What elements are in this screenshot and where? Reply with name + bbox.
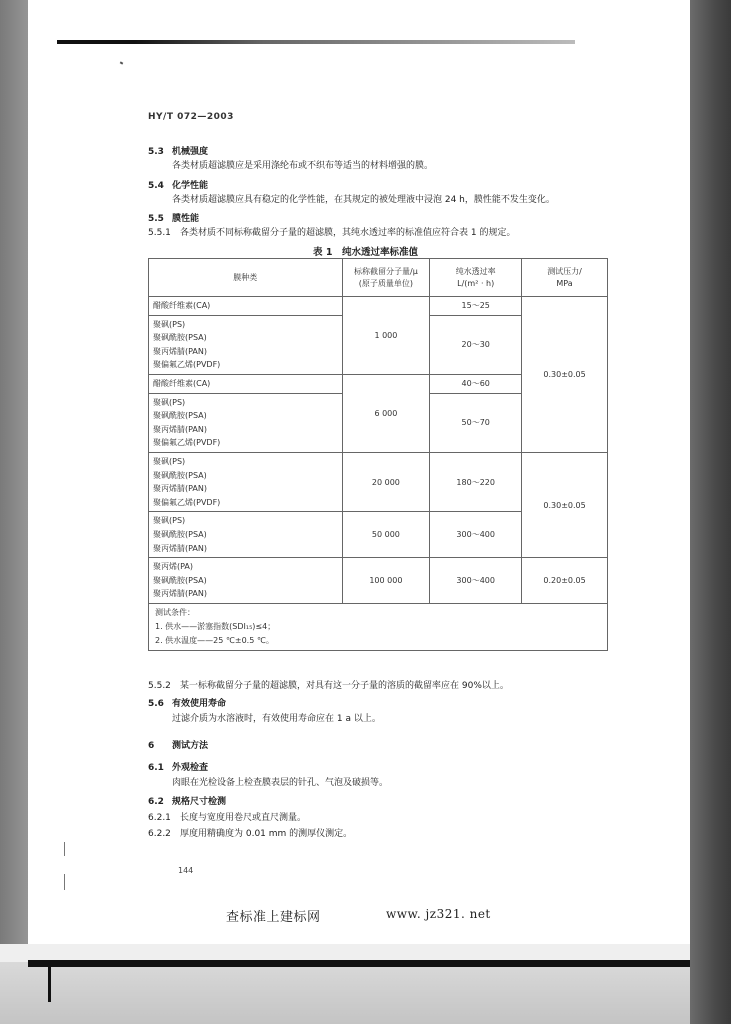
section-5-6-heading: 5.6 有效使用寿命 — [148, 699, 227, 709]
table-title: 表 1 纯水透过率标准值 — [313, 247, 418, 258]
flux-cell: 300～400 — [430, 558, 522, 604]
material-cell: 聚丙烯(PA) 聚砜酰胺(PSA) 聚丙烯腈(PAN) — [149, 558, 343, 604]
material-cell: 聚砜(PS) 聚砜酰胺(PSA) 聚丙烯腈(PAN) 聚偏氟乙烯(PVDF) — [149, 393, 343, 452]
flux-cell: 40～60 — [430, 374, 522, 393]
mwco-cell: 6 000 — [342, 374, 430, 452]
page-number: 144 — [178, 866, 194, 875]
material-cell: 聚砜(PS) 聚砜酰胺(PSA) 聚丙烯腈(PAN) 聚偏氟乙烯(PVDF) — [149, 315, 343, 374]
header-mwco: 标称截留分子量/μ (原子质量单位) — [342, 259, 430, 297]
pure-water-flux-table — [148, 258, 608, 651]
site-name: 查标准上建标网 — [226, 910, 321, 925]
mwco-cell: 20 000 — [342, 452, 430, 511]
material-cell: 聚砜(PS) 聚砜酰胺(PSA) 聚丙烯腈(PAN) 聚偏氟乙烯(PVDF) — [149, 452, 343, 511]
table-row — [149, 452, 608, 511]
section-5-6-body: 过滤介质为水溶液时，有效使用寿命应在 1 a 以上。 — [172, 714, 381, 724]
flux-cell: 20～30 — [430, 315, 522, 374]
pressure-cell: 0.20±0.05 — [522, 558, 608, 604]
header-material: 膜种类 — [149, 259, 343, 297]
pressure-cell: 0.30±0.05 — [522, 452, 608, 557]
flux-cell: 15～25 — [430, 297, 522, 316]
table-row — [149, 558, 608, 604]
table-row — [149, 297, 608, 316]
section-6-2-heading: 6.2 规格尺寸检测 — [148, 797, 227, 807]
bottom-rule — [28, 960, 690, 967]
material-cell: 聚砜(PS) 聚砜酰胺(PSA) 聚丙烯腈(PAN) — [149, 512, 343, 558]
header-rule — [57, 40, 575, 44]
table-notes-row — [149, 603, 608, 650]
flux-cell: 300～400 — [430, 512, 522, 558]
corner-mark-icon — [36, 962, 64, 1002]
section-5-5-2: 5.5.2 某一标称截留分子量的超滤膜，对具有这一分子量的溶质的截留率应在 90%以上。 — [148, 681, 509, 691]
scanner-left-margin — [0, 0, 28, 950]
section-5-4-body: 各类材质超滤膜应具有稳定的化学性能，在其规定的被处理液中浸泡 24 h，膜性能不发生变化。 — [172, 195, 555, 205]
material-cell: 醋酸纤维素(CA) — [149, 297, 343, 316]
scanner-bottom-area — [0, 962, 690, 1024]
table-header-row — [149, 259, 608, 297]
section-5-5-1: 5.5.1 各类材质不同标称截留分子量的超滤膜，其纯水透过率的标准值应符合表 1 的规定。 — [148, 228, 516, 238]
header-flux: 纯水透过率 L/(m² · h) — [430, 259, 522, 297]
flux-cell: 50～70 — [430, 393, 522, 452]
scanner-right-shadow — [690, 0, 731, 1024]
mwco-cell: 50 000 — [342, 512, 430, 558]
scan-mark — [64, 874, 65, 890]
section-6-1-heading: 6.1 外观检查 — [148, 763, 209, 773]
header-pressure: 测试压力/ MPa — [522, 259, 608, 297]
section-6-1-body: 肉眼在光检设备上检查膜表层的针孔、气泡及破损等。 — [172, 778, 389, 788]
section-6-2-2: 6.2.2 厚度用精确度为 0.01 mm 的测厚仪测定。 — [148, 829, 353, 839]
section-5-3-heading: 5.3 机械强度 — [148, 147, 209, 157]
test-conditions: 测试条件： 1. 供水——淤塞指数(SDI₁₅)≤4； 2. 供水温度——25 ℃±0.5 ℃。 — [149, 603, 608, 650]
flux-cell: 180～220 — [430, 452, 522, 511]
pressure-cell: 0.30±0.05 — [522, 297, 608, 453]
material-cell: 醋酸纤维素(CA) — [149, 374, 343, 393]
section-5-5-heading: 5.5 膜性能 — [148, 214, 200, 224]
section-6-2-1: 6.2.1 长度与宽度用卷尺或直尺测量。 — [148, 813, 307, 823]
mwco-cell: 1 000 — [342, 297, 430, 375]
section-6-heading: 6 测试方法 — [148, 741, 209, 751]
site-url[interactable]: www. jz321. net — [386, 907, 491, 921]
scan-mark — [64, 842, 65, 856]
standard-code: HY/T 072—2003 — [148, 112, 234, 122]
mwco-cell: 100 000 — [342, 558, 430, 604]
section-5-4-heading: 5.4 化学性能 — [148, 181, 209, 191]
section-5-3-body: 各类材质超滤膜应是采用涤纶布或不织布等适当的材料增强的膜。 — [172, 161, 434, 171]
